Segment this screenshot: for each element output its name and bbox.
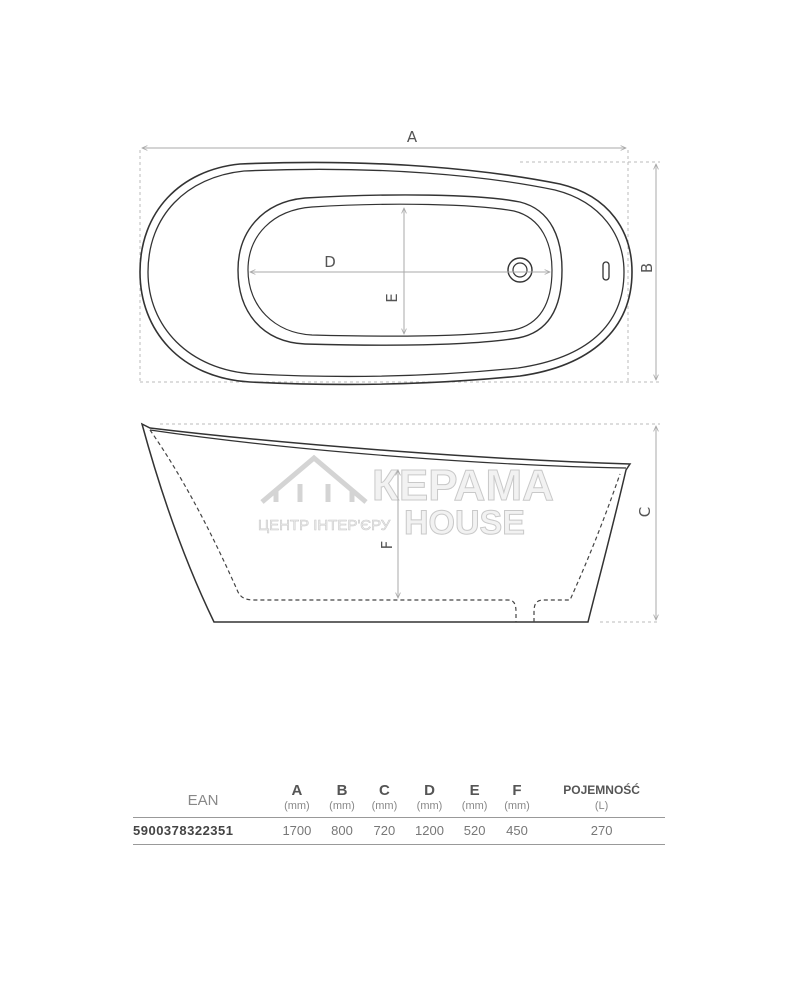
watermark bbox=[258, 458, 554, 542]
column-unit: (mm) bbox=[416, 800, 443, 812]
value-f: 450 bbox=[506, 823, 528, 838]
dimension-label-a: A bbox=[406, 128, 418, 146]
ean-value: 5900378322351 bbox=[133, 823, 234, 838]
column-header-a bbox=[273, 782, 321, 818]
column-header-f bbox=[496, 782, 538, 818]
column-unit: (mm) bbox=[371, 800, 398, 812]
drain-icon bbox=[508, 258, 532, 282]
capacity-label: POJEMNOŚĆ bbox=[563, 783, 640, 797]
column-letter: F bbox=[512, 782, 522, 799]
watermark-house-icon bbox=[262, 458, 366, 502]
specification-table bbox=[133, 782, 665, 845]
dimension-label-f: F bbox=[378, 540, 396, 550]
watermark-brand-line2: HOUSE bbox=[404, 504, 525, 542]
drain-inner-ring bbox=[513, 263, 527, 277]
table-row bbox=[133, 818, 665, 845]
value-a: 1700 bbox=[282, 823, 312, 838]
column-unit: (mm) bbox=[329, 800, 355, 812]
tub-basin-inner bbox=[248, 204, 552, 336]
dimension-label-e: E bbox=[383, 293, 401, 303]
column-header-d bbox=[406, 782, 454, 818]
overflow-slot-icon bbox=[603, 262, 609, 280]
column-letter: D bbox=[424, 782, 435, 799]
value-c: 720 bbox=[373, 823, 396, 838]
value-d: 1200 bbox=[415, 823, 444, 838]
value-capacity: 270 bbox=[590, 823, 613, 838]
column-header-c bbox=[363, 782, 405, 818]
dimension-label-b: B bbox=[638, 262, 656, 274]
column-unit: (mm) bbox=[504, 800, 530, 812]
value-e: 520 bbox=[463, 823, 486, 838]
watermark-tagline: ЦЕНТР ІНТЕР'ЄРУ bbox=[258, 517, 391, 534]
table-header-row bbox=[133, 782, 665, 818]
ean-header: EAN bbox=[187, 792, 219, 809]
column-letter: C bbox=[378, 782, 390, 799]
value-b: 800 bbox=[331, 823, 353, 838]
side-view bbox=[142, 424, 660, 622]
top-view bbox=[140, 128, 660, 384]
column-header-b bbox=[321, 782, 363, 818]
column-letter: A bbox=[291, 782, 303, 799]
dimension-label-d: D bbox=[324, 253, 336, 271]
watermark-brand-line1: КЕРАМА bbox=[372, 461, 554, 510]
column-unit: (mm) bbox=[461, 800, 488, 812]
column-header-capacity bbox=[538, 782, 665, 818]
column-letter: B bbox=[336, 782, 348, 799]
capacity-unit: (L) bbox=[594, 800, 609, 812]
dimension-label-c: C bbox=[636, 506, 654, 518]
column-letter: E bbox=[469, 782, 480, 799]
column-header-e bbox=[453, 782, 495, 818]
column-unit: (mm) bbox=[284, 800, 310, 812]
